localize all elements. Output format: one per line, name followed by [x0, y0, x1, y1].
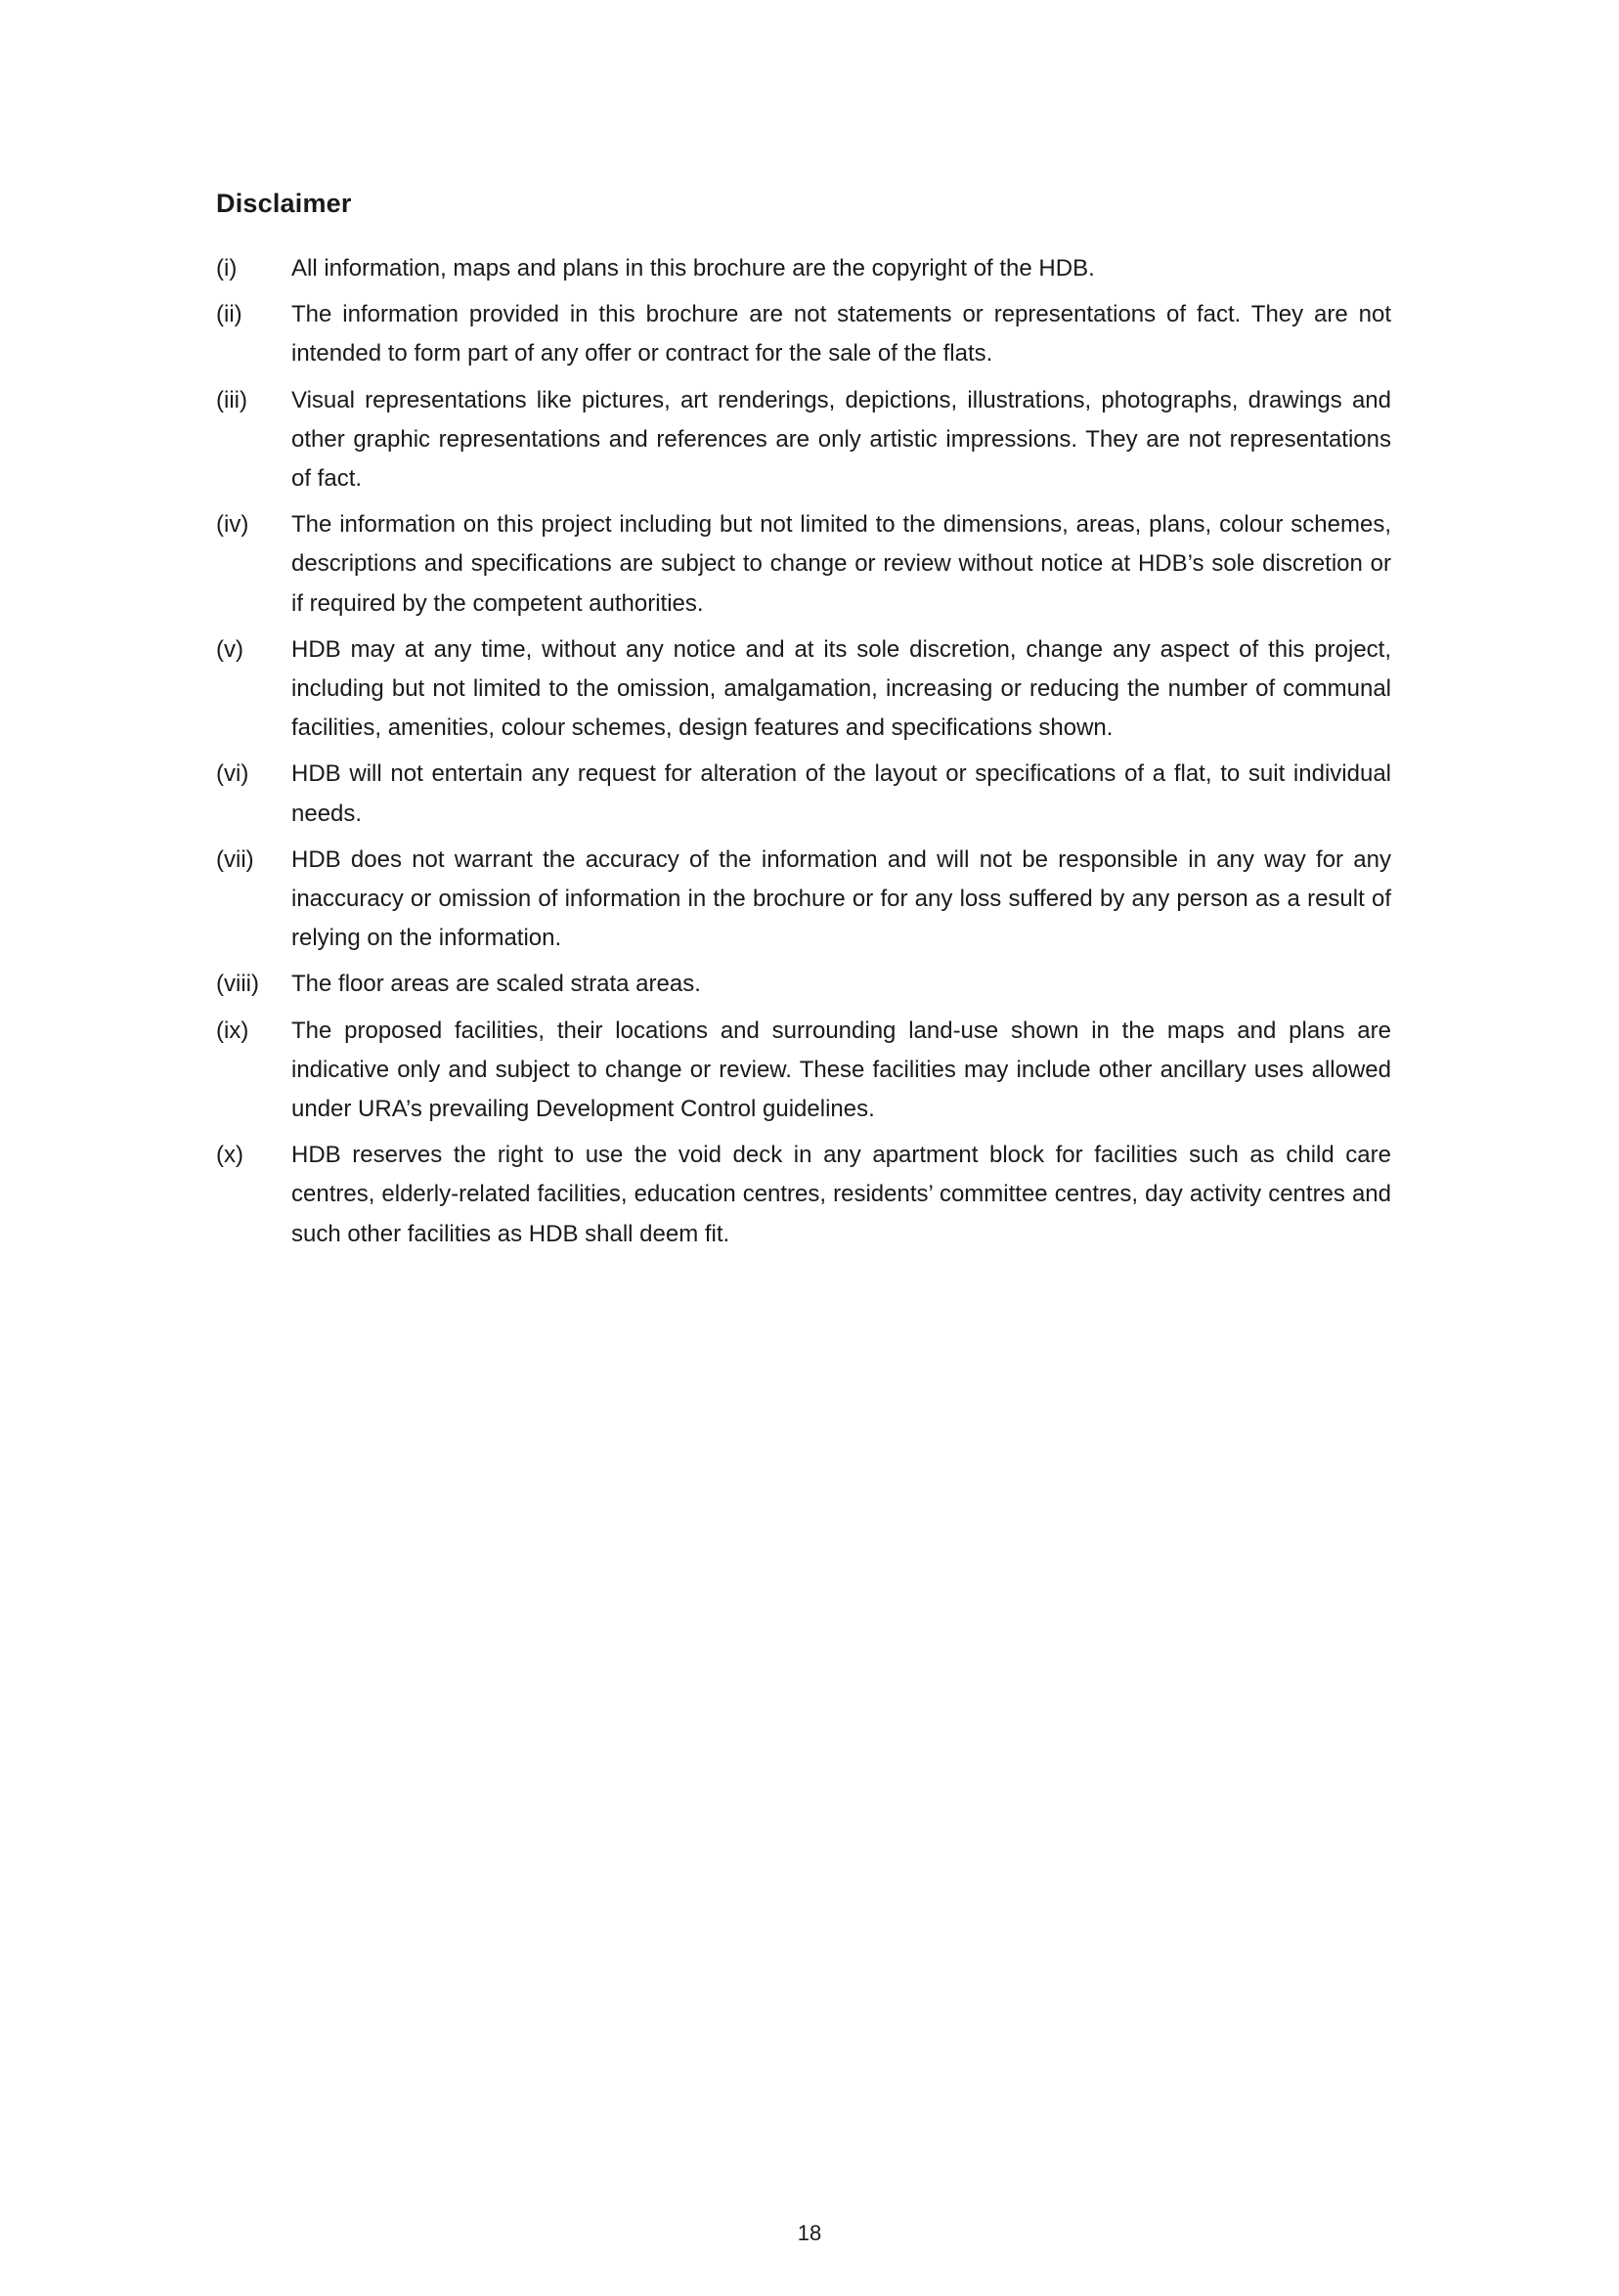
item-number: (x) — [216, 1142, 243, 1169]
item-number: (ii) — [216, 301, 242, 328]
item-text: The information provided in this brochure are not statements or representations of fact. They are not intended to form part of any offer or contract for the sale of the flats. — [291, 301, 1391, 368]
disclaimer-item — [216, 505, 1391, 624]
item-number: (v) — [216, 635, 243, 663]
item-text: The proposed facilities, their locations and surrounding land-use shown in the maps and plans are indicative only and subject to change or review. These facilities may include other ancillary uses allowed under URA’s prevailing Development Control guidelines. — [291, 1017, 1391, 1123]
disclaimer-item — [216, 841, 1391, 959]
page-number: 18 — [797, 2221, 822, 2245]
disclaimer-list — [216, 249, 1391, 1261]
item-number: (vi) — [216, 760, 249, 788]
item-text: HDB reserves the right to use the void deck in any apartment block for facilities such as child care centres, elderly-related facilities, education centres, residents’ committee centres, day activity centres and such other facilities as HDB shall deem fit. — [291, 1142, 1391, 1247]
item-number: (iii) — [216, 386, 247, 413]
item-text: The floor areas are scaled strata areas. — [291, 971, 701, 998]
item-text: All information, maps and plans in this brochure are the copyright of the HDB. — [291, 255, 1095, 282]
item-number: (vii) — [216, 845, 254, 873]
item-number: (i) — [216, 255, 238, 282]
disclaimer-item — [216, 755, 1391, 833]
item-number: (iv) — [216, 511, 249, 539]
disclaimer-heading: Disclaimer — [216, 189, 352, 218]
disclaimer-item — [216, 249, 1391, 288]
item-text: HDB does not warrant the accuracy of the information and will not be responsible in any way for any inaccuracy or omission of information in the brochure or for any loss suffered by any person as a result of relying on the information. — [291, 845, 1391, 952]
item-text: HDB will not entertain any request for alteration of the layout or specifications of a flat, to suit individual needs. — [291, 760, 1391, 827]
disclaimer-item — [216, 630, 1391, 749]
item-number: (viii) — [216, 971, 259, 998]
disclaimer-item — [216, 1136, 1391, 1254]
item-number: (ix) — [216, 1017, 249, 1044]
disclaimer-item — [216, 965, 1391, 1004]
item-text: The information on this project including but not limited to the dimensions, areas, plans, colour schemes, descriptions and specifications are subject to change or review without notice at HDB’s sole discretion or if required by the competent authorities. — [291, 511, 1391, 617]
disclaimer-item — [216, 295, 1391, 373]
item-text: Visual representations like pictures, art renderings, depictions, illustrations, photographs, drawings and other graphic representations and references are only artistic impressions. They are not representations of fact. — [291, 386, 1391, 493]
item-text: HDB may at any time, without any notice and at its sole discretion, change any aspect of this project, including but not limited to the omission, amalgamation, increasing or reducing the number of communal facilities, amenities, colour schemes, design features and specifications shown. — [291, 635, 1391, 742]
disclaimer-item — [216, 1012, 1391, 1130]
disclaimer-item — [216, 381, 1391, 499]
